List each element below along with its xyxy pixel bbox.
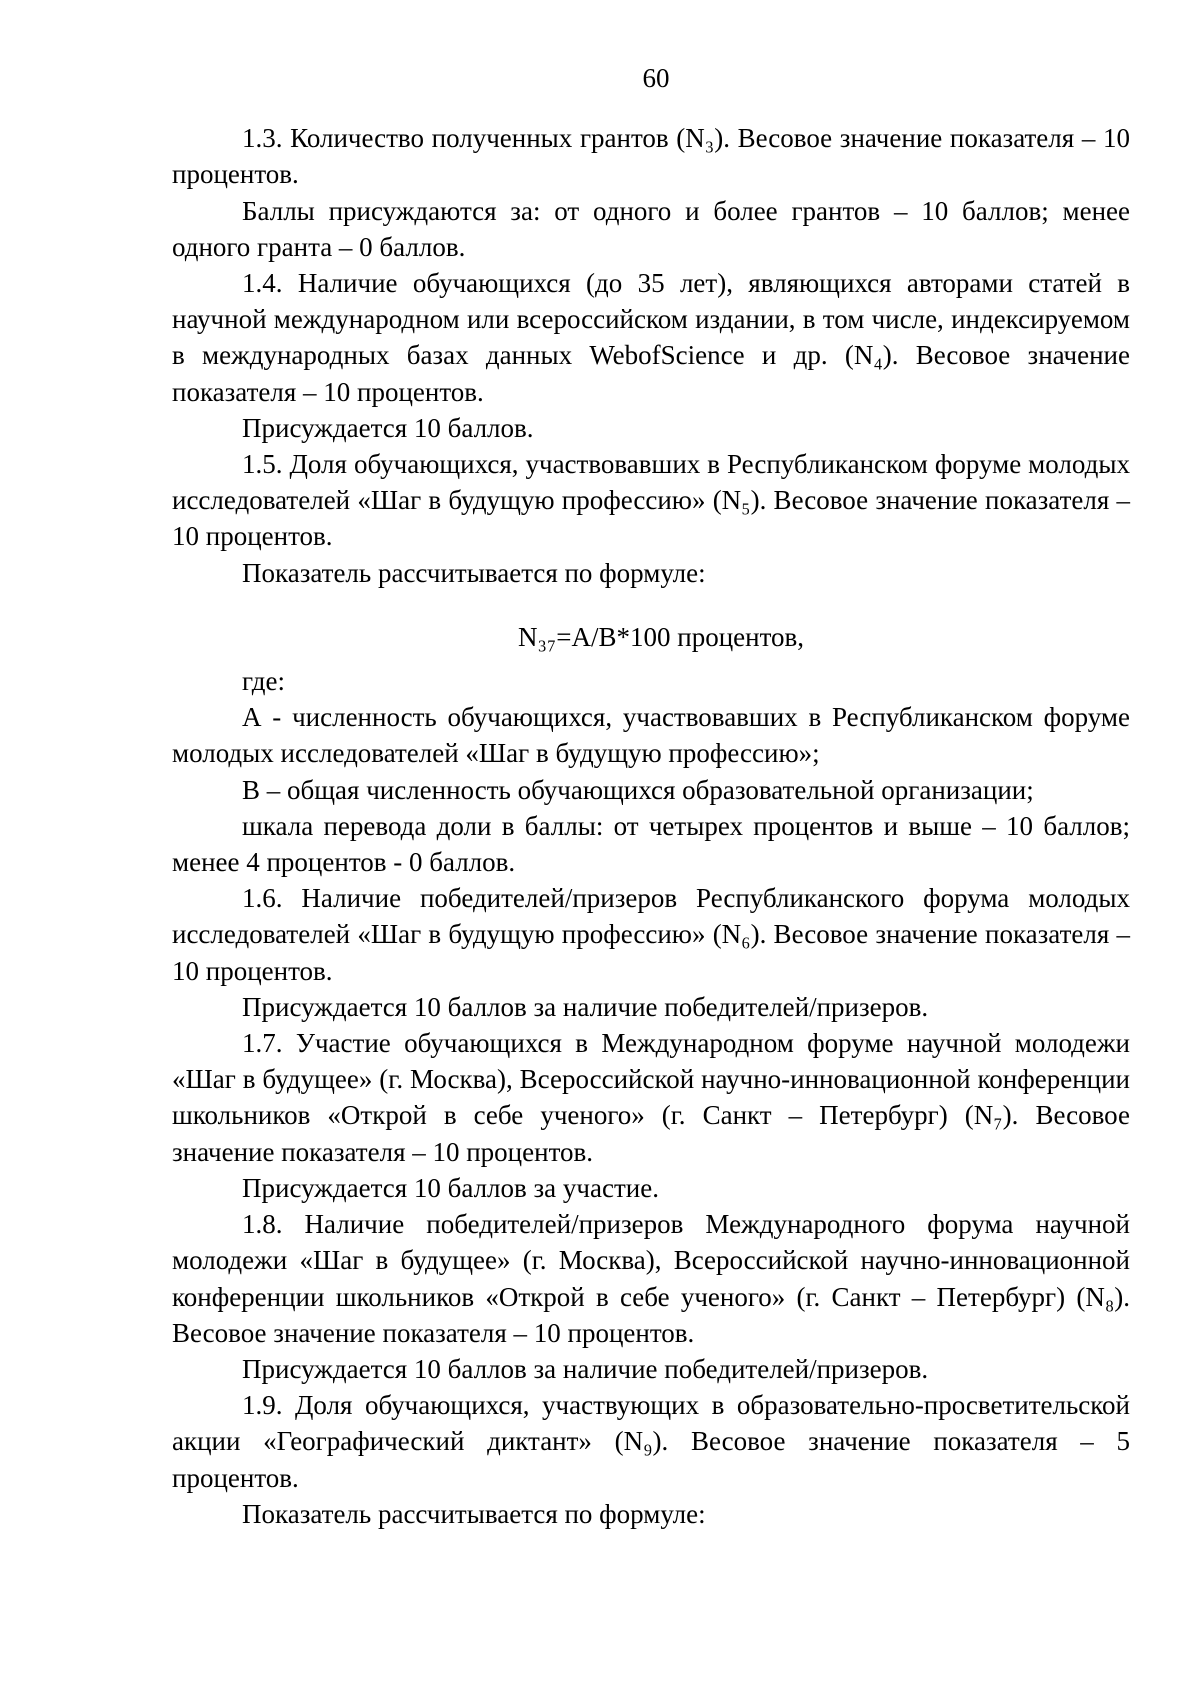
paragraph-1-7: 1.7. Участие обучающихся в Международном форуме научной молодежи «Шаг в будущее» (г. Москва), Всероссийской научно-инновационной конференции школьников «Открой в себе ученого» (г. Санкт – Петербург) (N₇). Весовое значение показателя – 10 процентов. — [172, 1028, 1130, 1167]
paragraph-where: где: — [242, 666, 285, 697]
paragraph-1-5: 1.5. Доля обучающихся, участвовавших в Республиканском форуме молодых исследователей «Шаг в будущую профессию» (N₅). Весовое значение показателя – 10 процентов. — [172, 449, 1130, 552]
paragraph-1-9: 1.9. Доля обучающихся, участвующих в образовательно-просветительской акции «Географический диктант» (N₉). Весовое значение показателя – 5 процентов. — [172, 1390, 1130, 1493]
document-body — [172, 120, 1130, 1532]
paragraph-formula-intro: Показатель рассчитывается по формуле: — [242, 557, 706, 588]
page-number: 60 — [642, 63, 670, 93]
paragraph-definition-a: А - численность обучающихся, участвовавших в Республиканском форуме молодых исследователей «Шаг в будущую профессию»; — [172, 702, 1130, 769]
paragraph-definition-b: В – общая численность обучающихся образовательной организации; — [242, 774, 1034, 805]
paragraph-1-6-score: Присуждается 10 баллов за наличие победителей/призеров. — [242, 991, 929, 1022]
paragraph-grants-scoring: Баллы присуждаются за: от одного и более грантов – 10 баллов; менее одного гранта – 0 баллов. — [172, 195, 1130, 262]
paragraph-1-4-score: Присуждается 10 баллов. — [242, 412, 534, 443]
paragraph-1-8-score: Присуждается 10 баллов за наличие победителей/призеров. — [242, 1353, 929, 1384]
paragraph-1-6: 1.6. Наличие победителей/призеров Республиканского форума молодых исследователей «Шаг в будущую профессию» (N₆). Весовое значение показателя – 10 процентов. — [172, 883, 1130, 986]
paragraph-scale: шкала перевода доли в баллы: от четырех процентов и выше – 10 баллов; менее 4 процентов - 0 баллов. — [172, 810, 1130, 878]
formula: N₃₇=А/В*100 процентов, — [517, 621, 805, 652]
paragraph-formula-intro-2: Показатель рассчитывается по формуле: — [242, 1498, 706, 1529]
paragraph-1-3: 1.3. Количество полученных грантов (N₃). Весовое значение показателя – 10 процентов. — [172, 123, 1130, 190]
paragraph-1-7-score: Присуждается 10 баллов за участие. — [242, 1172, 659, 1203]
paragraph-1-4: 1.4. Наличие обучающихся (до 35 лет), являющихся авторами статей в научной международном или всероссийском издании, в том числе, индексируемом в международных базах данных WebofScience и др. (N₄). Весовое значение показателя – 10 процентов. — [172, 268, 1130, 407]
paragraph-1-8: 1.8. Наличие победителей/призеров Международного форума научной молодежи «Шаг в будущее» (г. Москва), Всероссийской научно-инновационной конференции школьников «Открой в себе ученого» (г. Санкт – Петербург) (N₈). Весовое значение показателя – 10 процентов. — [172, 1209, 1130, 1348]
